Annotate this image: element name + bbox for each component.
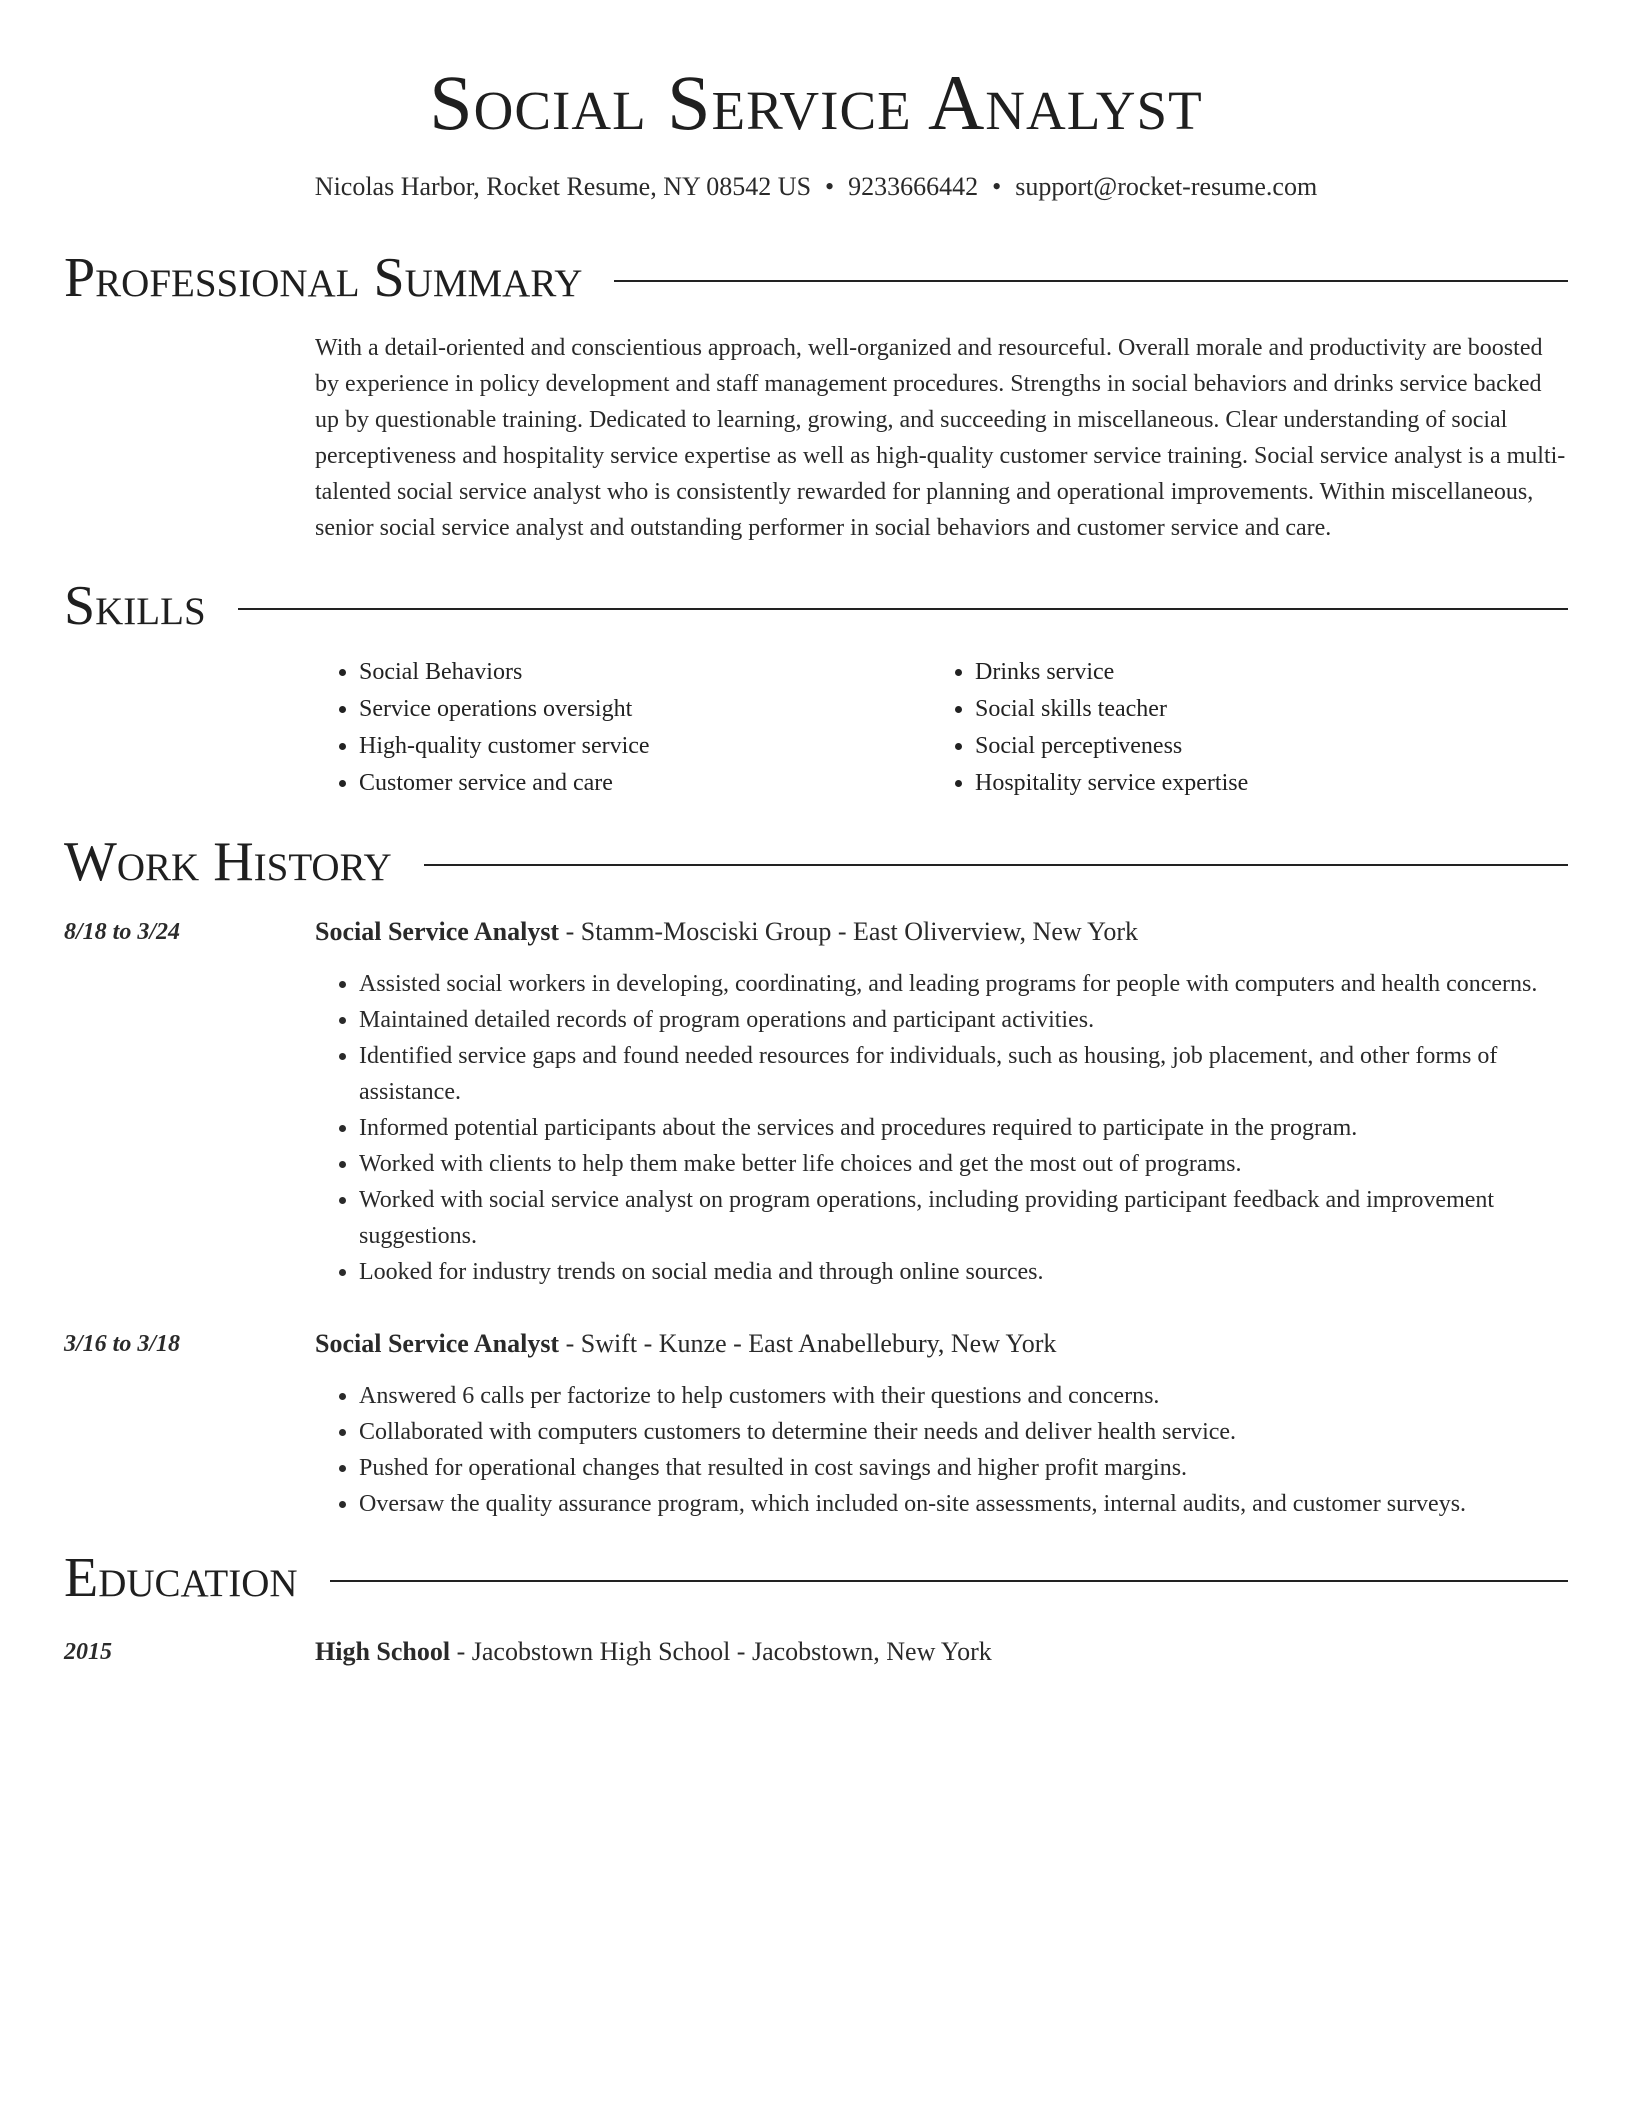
address: Nicolas Harbor, Rocket Resume, NY 08542 US (314, 172, 812, 201)
skill-item: • High-quality customer service (359, 728, 931, 765)
job-bullet: • Informed potential participants about the services and procedures required to participate in the program. (359, 1110, 1568, 1146)
section-header-summary (64, 248, 1568, 308)
skills-list (315, 654, 1568, 802)
job-bullet: • Pushed for operational changes that resulted in cost savings and higher profit margins. (359, 1450, 1568, 1486)
job-bullet: • Worked with social service analyst on program operations, including providing participant feedback and improvement suggestions. (359, 1182, 1568, 1254)
job-bullet: • Assisted social workers in developing, coordinating, and leading programs for people with computers and health concerns. (359, 966, 1568, 1002)
education-entry (64, 1634, 1568, 1670)
job-title: Social Service Analyst (315, 917, 560, 946)
resume-title: Social Service Analyst (429, 59, 1203, 146)
section-divider (238, 608, 1568, 610)
section-title: Work History (64, 831, 392, 893)
job-details: - Stamm-Mosciski Group - East Oliverview, New York (559, 917, 1139, 946)
job-bullet: • Oversaw the quality assurance program, which included on-site assessments, internal audits, and customer surveys. (359, 1486, 1568, 1522)
job-entry (64, 1326, 1568, 1522)
section-header-skills (64, 576, 1568, 636)
job-bullets (315, 1378, 1568, 1522)
education-heading (315, 1634, 1568, 1670)
separator: • (992, 172, 1002, 201)
job-bullet: • Maintained detailed records of program operations and participant activities. (359, 1002, 1568, 1038)
job-body (315, 1326, 1568, 1522)
summary-text: With a detail-oriented and conscientious approach, well-organized and resourceful. Overall morale and productivity are boosted by experience in policy development and staff management procedures. Strengths in social behaviors and drinks service backed up by questionable training. Dedicated to learning, growing, and succeeding in miscellaneous. Clear understanding of social perceptiveness and hospitality service expertise as well as high-quality customer service training. Social service analyst is a multi-talented social service analyst who is consistently rewarded for planning and operational improvements. Within miscellaneous, senior social service analyst and outstanding performer in social behaviors and customer service and care. (315, 335, 1566, 541)
job-details: - Swift - Kunze - East Anabellebury, New York (559, 1329, 1057, 1358)
skills-column-right (931, 654, 1535, 802)
job-bullet: • Looked for industry trends on social media and through online sources. (359, 1254, 1568, 1290)
education-date: 2015 (64, 1639, 112, 1665)
section-header-education (64, 1548, 1568, 1608)
separator: • (825, 172, 835, 201)
skill-item: • Service operations oversight (359, 691, 931, 728)
skill-item: • Drinks service (975, 654, 1535, 691)
section-title: Professional Summary (64, 247, 583, 309)
skill-item: • Social Behaviors (359, 654, 931, 691)
contact-line (64, 170, 1568, 204)
section-divider (330, 1580, 1568, 1582)
skill-item: • Hospitality service expertise (975, 765, 1535, 802)
skill-item: • Customer service and care (359, 765, 931, 802)
education-details: - Jacobstown High School - Jacobstown, New York (450, 1637, 992, 1666)
section-divider (614, 280, 1568, 282)
job-heading (315, 1326, 1568, 1362)
section-title: Education (64, 1547, 298, 1609)
job-bullets (315, 966, 1568, 1290)
job-bullet: • Answered 6 calls per factorize to help customers with their questions and concerns. (359, 1378, 1568, 1414)
phone: 9233666442 (848, 172, 979, 201)
skill-item: • Social perceptiveness (975, 728, 1535, 765)
job-body (315, 914, 1568, 1290)
job-bullet: • Worked with clients to help them make better life choices and get the most out of programs. (359, 1146, 1568, 1182)
job-bullet: • Identified service gaps and found needed resources for individuals, such as housing, job placement, and other forms of assistance. (359, 1038, 1568, 1110)
job-heading (315, 914, 1568, 950)
education-degree: High School (315, 1637, 451, 1666)
job-entry (64, 914, 1568, 1290)
job-title: Social Service Analyst (315, 1329, 560, 1358)
education-body (315, 1634, 1568, 1670)
email: support@rocket-resume.com (1015, 172, 1318, 201)
section-title: Skills (64, 575, 206, 637)
skills-column-left (315, 654, 931, 802)
job-date: 8/18 to 3/24 (64, 919, 181, 945)
job-bullet: • Collaborated with computers customers to determine their needs and deliver health service. (359, 1414, 1568, 1450)
section-header-work (64, 832, 1568, 892)
job-date: 3/16 to 3/18 (64, 1331, 181, 1357)
section-divider (424, 864, 1568, 866)
skill-item: • Social skills teacher (975, 691, 1535, 728)
resume-page (64, 0, 1568, 1670)
